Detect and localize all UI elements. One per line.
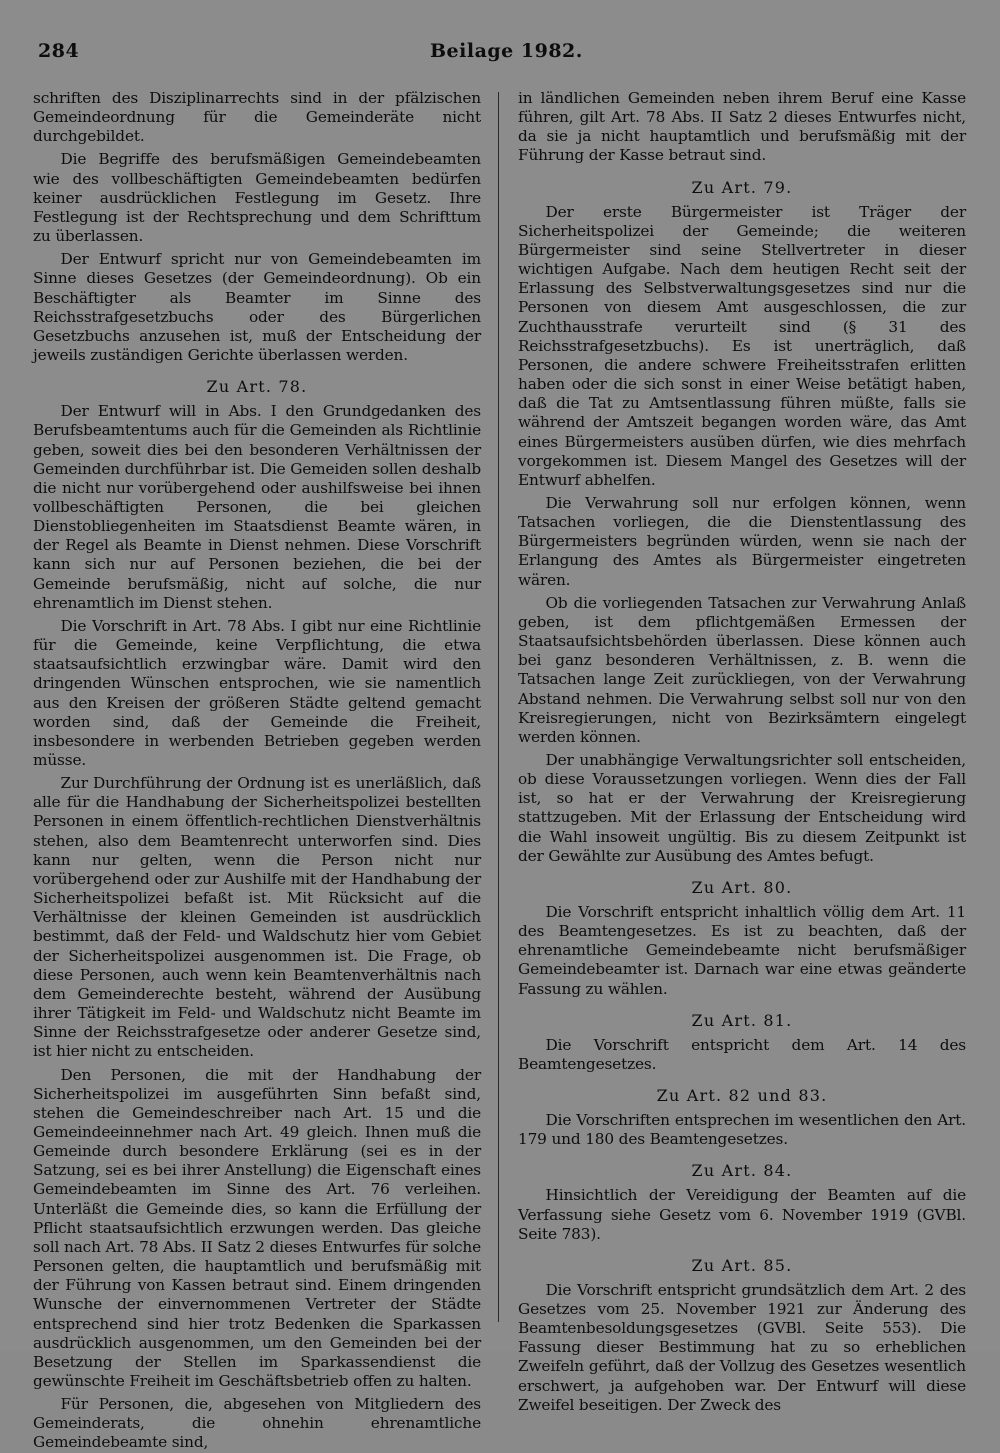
paragraph: Den Personen, die mit der Handhabung der Sicherheitspolizei im ausgeführten Sinn befaßt sind, stehen die Gemeindeschreiber nach Art. 15 und die Gemeindeeinnehmer nach Art. 49 gleich. Ihnen muß die Gemeinde durch besondere Erklärung (sei es in der Satzung, sei es bei ihrer Anstellung) die Eigenschaft eines Gemeindebeamten im Sinne des Art. 76 verleihen. Unterläßt die Gemeinde dies, so kann die Erfüllung der Pflicht staatsaufsichtlich erzwungen werden. Das gleiche soll nach Art. 78 Abs. II Satz 2 dieses Entwurfes für solche Personen gelten, die hauptamtlich und berufsmäßig mit der Führung von Kassen betraut sind. Einem dringenden Wunsche der einvernommenen Vertreter der Städte entsprechend sind hier trotz Bedenken die Sparkassen ausdrücklich ausgenommen, um den Gemeinden bei der Besetzung der Stellen im Sparkassendienst die gewünschte Freiheit im Geschäftsbetrieb offen zu halten. [33, 1065, 481, 1390]
section-heading-art-81: Zu Art. 81. [691, 1010, 793, 1030]
right-column [518, 89, 966, 1414]
paragraph: Die Vorschriften entsprechen im wesentlichen den Art. 179 und 180 des Beamtengesetzes. [518, 1111, 966, 1149]
paragraph: Der unabhängige Verwaltungsrichter soll entscheiden, ob diese Voraussetzungen vorliegen. Wenn dies der Fall ist, so hat er der Verwahrung der Kreisregierung stattzugeben. Mit der Erlassung der Entscheidung wird die Wahl insoweit ungültig. Bis zu diesem Zeitpunkt ist der Gewählte zur Ausübung des Amtes befugt. [518, 751, 966, 865]
paragraph: Die Vorschrift entspricht grundsätzlich dem Art. 2 des Gesetzes vom 25. November 1921 zur Änderung des Beamtenbesoldungsgesetzes (GVBl. Seite 553). Die Fassung dieser Bestimmung hat zu so erheblichen Zweifeln geführt, daß der Vollzug des Gesetzes wesentlich erschwert, ja aufgehoben war. Der Entwurf will diese Zweifel beseitigen. Der Zweck des [518, 1280, 966, 1414]
paragraph: Für Personen, die, abgesehen von Mitgliedern des Gemeinderats, die ohnehin ehrenamtliche Gemeindebeamte sind, [33, 1395, 481, 1452]
section-heading-art-80: Zu Art. 80. [691, 877, 793, 897]
paragraph: Die Begriffe des berufsmäßigen Gemeindebeamten wie des vollbeschäftigten Gemeindebeamten bedürfen keiner ausdrücklichen Festlegung im Gesetz. Ihre Festlegung ist der Rechtsprechung und dem Schrifttum zu überlassen. [33, 150, 481, 246]
column-divider [498, 92, 499, 1322]
paragraph: in ländlichen Gemeinden neben ihrem Beruf eine Kasse führen, gilt Art. 78 Abs. II Satz 2 dieses Entwurfes nicht, da sie ja nicht hauptamtlich und berufsmäßig mit der Führung der Kasse betraut sind. [518, 89, 966, 165]
paragraph: Die Verwahrung soll nur erfolgen können, wenn Tatsachen vorliegen, die die Dienstentlassung des Bürgermeisters begründen würden, wenn sie nach der Erlangung des Amtes als Bürgermeister eingetreten wären. [518, 493, 966, 589]
paragraph: Die Vorschrift in Art. 78 Abs. I gibt nur eine Richtlinie für die Gemeinde, keine Verpflichtung, die etwa staatsaufsichtlich erzwingbar wäre. Damit wird den dringenden Wünschen entsprochen, wie sie namentlich aus den Kreisen der größeren Städte geltend gemacht worden sind, daß der Gemeinde die Freiheit, insbesondere in werbenden Betrieben gegeben werden müsse. [33, 616, 481, 769]
left-column [33, 89, 481, 1452]
page-header [38, 40, 583, 70]
paragraph: Hinsichtlich der Vereidigung der Beamten auf die Verfassung siehe Gesetz vom 6. November 1919 (GVBl. Seite 783). [518, 1186, 966, 1243]
paragraph: Zur Durchführung der Ordnung ist es unerläßlich, daß alle für die Handhabung der Sicherheitspolizei bestellten Personen in einem öffentlich-rechtlichen Dienstverhältnis stehen, also dem Beamtenrecht unterworfen sind. Dies kann nur gelten, wenn die Person nicht nur vorübergehend oder zur Aushilfe mit der Handhabung der Sicherheitspolizei befaßt ist. Mit Rücksicht auf die Verhältnisse der kleinen Gemeinden ist ausdrücklich bestimmt, daß der Feld- und Waldschutz hier vom Gebiet der Sicherheitspolizei ausgenommen ist. Die Frage, ob diese Personen, auch wenn kein Beamtenverhältnis nach dem Gemeinderechte besteht, während der Ausübung ihrer Tätigkeit im Feld- und Waldschutz nicht Beamte im Sinne der Reichsstrafgesetze oder anderer Gesetze sind, ist hier nicht zu entscheiden. [33, 774, 481, 1061]
paragraph: Ob die vorliegenden Tatsachen zur Verwahrung Anlaß geben, ist dem pflichtgemäßen Ermessen der Staatsaufsichtsbehörden überlassen. Diese können auch bei ganz besonderen Verhältnissen, z. B. wenn die Tatsachen lange Zeit zurückliegen, von der Verwahrung Abstand nehmen. Die Verwahrung selbst soll nur von den Kreisregierungen, nicht von Bezirksämtern eingelegt werden können. [518, 593, 966, 746]
running-title: Beilage 1982. [430, 40, 583, 62]
paragraph: Die Vorschrift entspricht dem Art. 14 des Beamtengesetzes. [518, 1035, 966, 1073]
section-heading-art-85: Zu Art. 85. [691, 1255, 793, 1275]
section-heading-art-79: Zu Art. 79. [691, 177, 793, 197]
paragraph: schriften des Disziplinarrechts sind in der pfälzischen Gemeindeordnung für die Gemeinderäte nicht durchgebildet. [33, 89, 481, 146]
paragraph: Die Vorschrift entspricht inhaltlich völlig dem Art. 11 des Beamtengesetzes. Es ist zu beachten, daß der ehrenamtliche Gemeindebeamte nicht berufsmäßiger Gemeindebeamter ist. Darnach war eine etwas geänderte Fassung zu wählen. [518, 902, 966, 998]
section-heading-art-84: Zu Art. 84. [691, 1161, 793, 1181]
section-heading-art-82-83: Zu Art. 82 und 83. [656, 1086, 828, 1106]
paragraph: Der erste Bürgermeister ist Träger der Sicherheitspolizei der Gemeinde; die weiteren Bürgermeister sind seine Stellvertreter in dieser wichtigen Aufgabe. Nach dem heutigen Recht seit der Erlassung des Selbstverwaltungsgesetzes sind nur die Personen von diesem Amt ausgeschlossen, die zur Zuchthausstrafe verurteilt sind (§ 31 des Reichsstrafgesetzbuchs). Es ist unerträglich, daß Personen, die andere schwere Freiheitsstrafen erlitten haben oder die sich sonst in einer Weise betätigt haben, daß die Tat zu Amtsentlassung führen müßte, falls sie während der Amtszeit begangen worden wäre, das Amt eines Bürgermeisters ausüben dürfen, wie dies mehrfach vorgekommen ist. Diesem Mangel des Gesetzes will der Entwurf abhelfen. [518, 202, 966, 489]
section-heading-art-78: Zu Art. 78. [206, 377, 308, 397]
paragraph: Der Entwurf spricht nur von Gemeindebeamten im Sinne dieses Gesetzes (der Gemeindeordnung). Ob ein Beschäftigter als Beamter im Sinne des Reichsstrafgesetzbuchs oder des Bürgerlichen Gesetzbuchs anzusehen ist, muß der Entscheidung der jeweils zuständigen Gerichte überlassen werden. [33, 250, 481, 365]
page-number: 284 [38, 40, 80, 62]
paragraph: Der Entwurf will in Abs. I den Grundgedanken des Berufsbeamtentums auch für die Gemeinden als Richtlinie geben, soweit dies bei den besonderen Verhältnissen der Gemeinden durchführbar ist. Die Gemeiden sollen deshalb die nicht nur vorübergehend oder aushilfsweise bei ihnen vollbeschäftigten Personen, die bei gleichen Dienstobliegenheiten im Staatsdienst Beamte wären, in der Regel als Beamte in Dienst nehmen. Diese Vorschrift kann sich nur auf Personen beziehen, die bei der Gemeinde berufsmäßig, nicht auf solche, die nur ehrenamtlich im Dienst stehen. [33, 402, 481, 612]
